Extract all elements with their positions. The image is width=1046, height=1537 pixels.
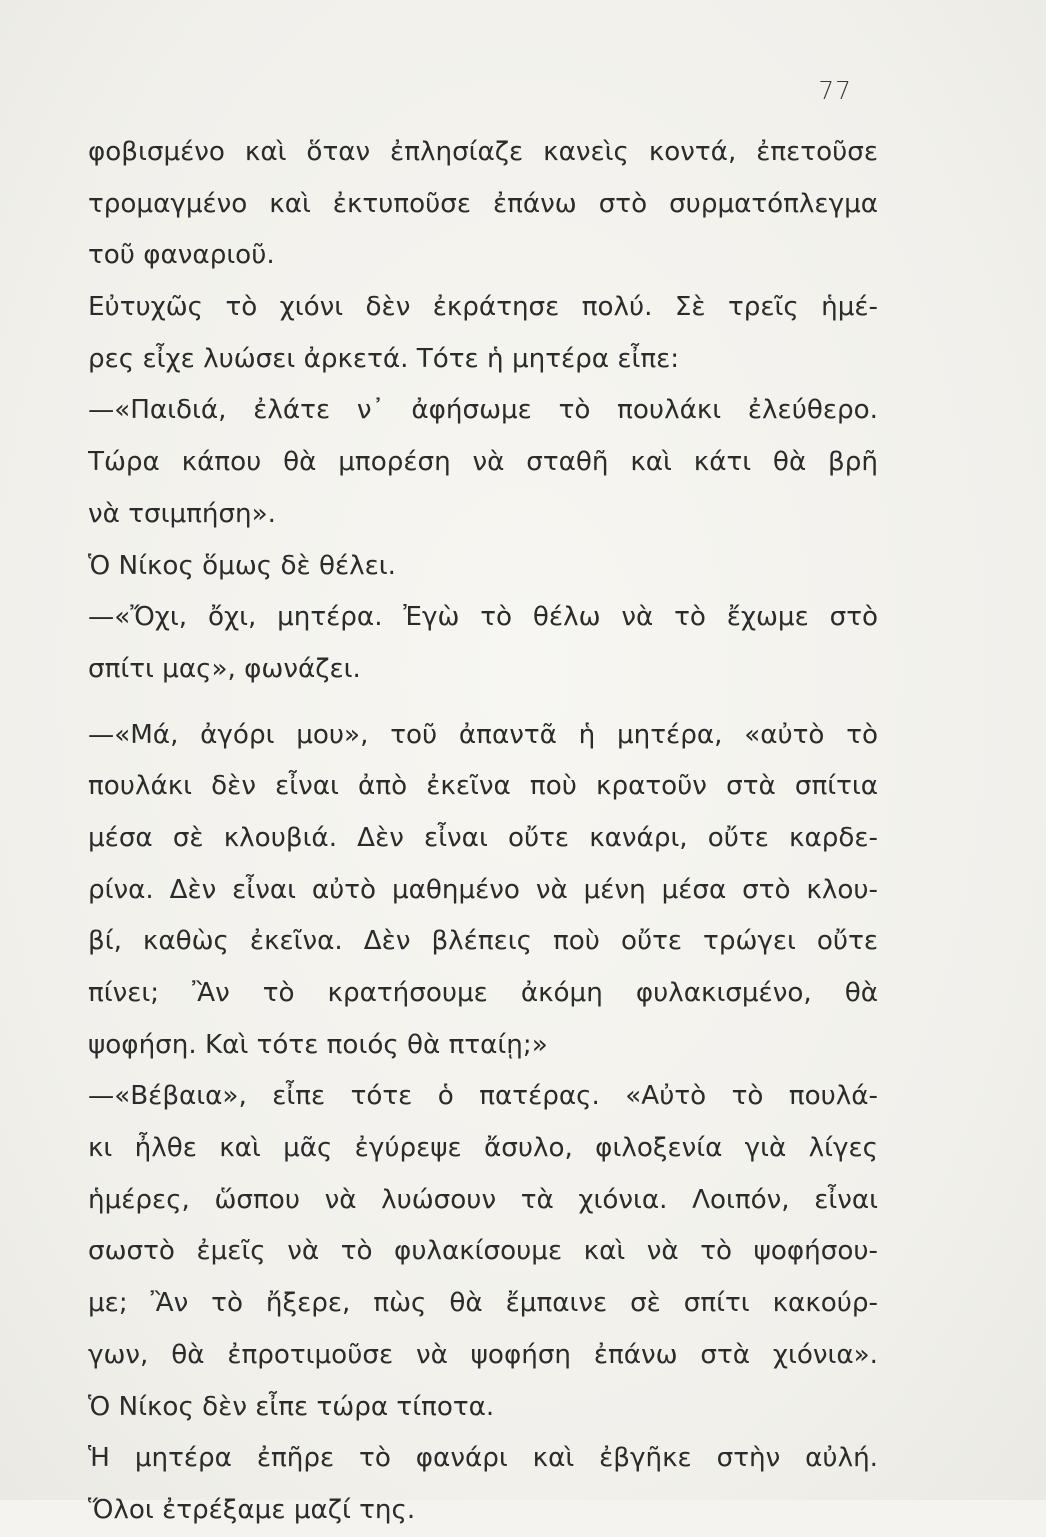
text-line: γων, θὰ ἐπροτιμοῦσε νὰ ψοφήση ἐπάνω στὰ χιόνια».	[88, 1339, 878, 1370]
text-line: Ὅλοι ἐτρέξαμε μαζί της.	[88, 1494, 416, 1525]
text-line: μέσα σὲ κλουβιά. Δὲν εἶναι οὔτε κανάρι, οὔτε καρδε-	[88, 822, 878, 853]
text-line: πίνει; Ἂν τὸ κρατήσουμε ἀκόμη φυλακισμένο, θὰ	[88, 978, 878, 1008]
text-line: —«Βέβαια», εἶπε τότε ὁ πατέρας. «Αὐτὸ τὸ πουλά-	[88, 1081, 878, 1112]
text-line: με; Ἂν τὸ ἤξερε, πὼς θὰ ἔμπαινε σὲ σπίτι κακούρ-	[88, 1288, 878, 1319]
text-line: —«Ὄχι, ὄχι, μητέρα. Ἐγὼ τὸ θέλω νὰ τὸ ἔχωμε στὸ	[88, 602, 878, 633]
text-line: Εὐτυχῶς τὸ χιόνι δὲν ἐκράτησε πολύ. Σὲ τρεῖς ἡμέ-	[88, 292, 878, 323]
text-line: ψοφήση. Καὶ τότε ποιός θὰ πταίῃ;»	[88, 1029, 548, 1060]
text-line: σπίτι μας», φωνάζει.	[88, 653, 361, 684]
body-text	[88, 127, 878, 1537]
text-line: φοβισμένο καὶ ὅταν ἐπλησίαζε κανεὶς κοντά, ἐπετοῦσε	[88, 137, 878, 167]
text-line: —«Μά, ἀγόρι μου», τοῦ ἀπαντᾶ ἡ μητέρα, «αὐτὸ τὸ	[88, 719, 878, 750]
text-line: Τώρα κάπου θὰ μπορέση νὰ σταθῆ καὶ κάτι θὰ βρῆ	[88, 447, 878, 478]
text-line: τρομαγμένο καὶ ἐκτυποῦσε ἐπάνω στὸ συρματόπλεγμα	[88, 188, 878, 219]
page-number: 77	[818, 76, 852, 105]
text-line: βί, καθὼς ἐκεῖνα. Δὲν βλέπεις ποὺ οὔτε τρώγει οὔτε	[88, 926, 878, 957]
text-line: τοῦ φαναριοῦ.	[88, 240, 275, 271]
text-line: σωστὸ ἐμεῖς νὰ τὸ φυλακίσουμε καὶ νὰ τὸ ψοφήσου-	[88, 1236, 878, 1267]
text-line: κι ἦλθε καὶ μᾶς ἐγύρεψε ἄσυλο, φιλοξενία γιὰ λίγες	[88, 1133, 878, 1164]
text-line: Ὁ Νίκος ὅμως δὲ θέλει.	[88, 550, 396, 581]
paragraph-gap	[88, 696, 878, 710]
text-line: Ἡ μητέρα ἐπῆρε τὸ φανάρι καὶ ἐβγῆκε στὴν αὐλή.	[88, 1443, 878, 1474]
text-line: —«Παιδιά, ἐλάτε ν᾽ ἀφήσωμε τὸ πουλάκι ἐλεύθερο.	[88, 395, 878, 426]
text-line: ρίνα. Δὲν εἶναι αὐτὸ μαθημένο νὰ μένη μέσα στὸ κλου-	[88, 874, 878, 905]
text-line: ἡμέρες, ὥσπου νὰ λυώσουν τὰ χιόνια. Λοιπόν, εἶναι	[88, 1184, 878, 1215]
text-line: πουλάκι δὲν εἶναι ἀπὸ ἐκεῖνα ποὺ κρατοῦν στὰ σπίτια	[88, 771, 878, 802]
text-line: Ὁ Νίκος δὲν εἶπε τώρα τίποτα.	[88, 1391, 495, 1422]
text-line: νὰ τσιμπήση».	[88, 498, 277, 529]
text-line: ρες εἶχε λυώσει ἀρκετά. Τότε ἡ μητέρα εἶπε:	[88, 343, 680, 374]
